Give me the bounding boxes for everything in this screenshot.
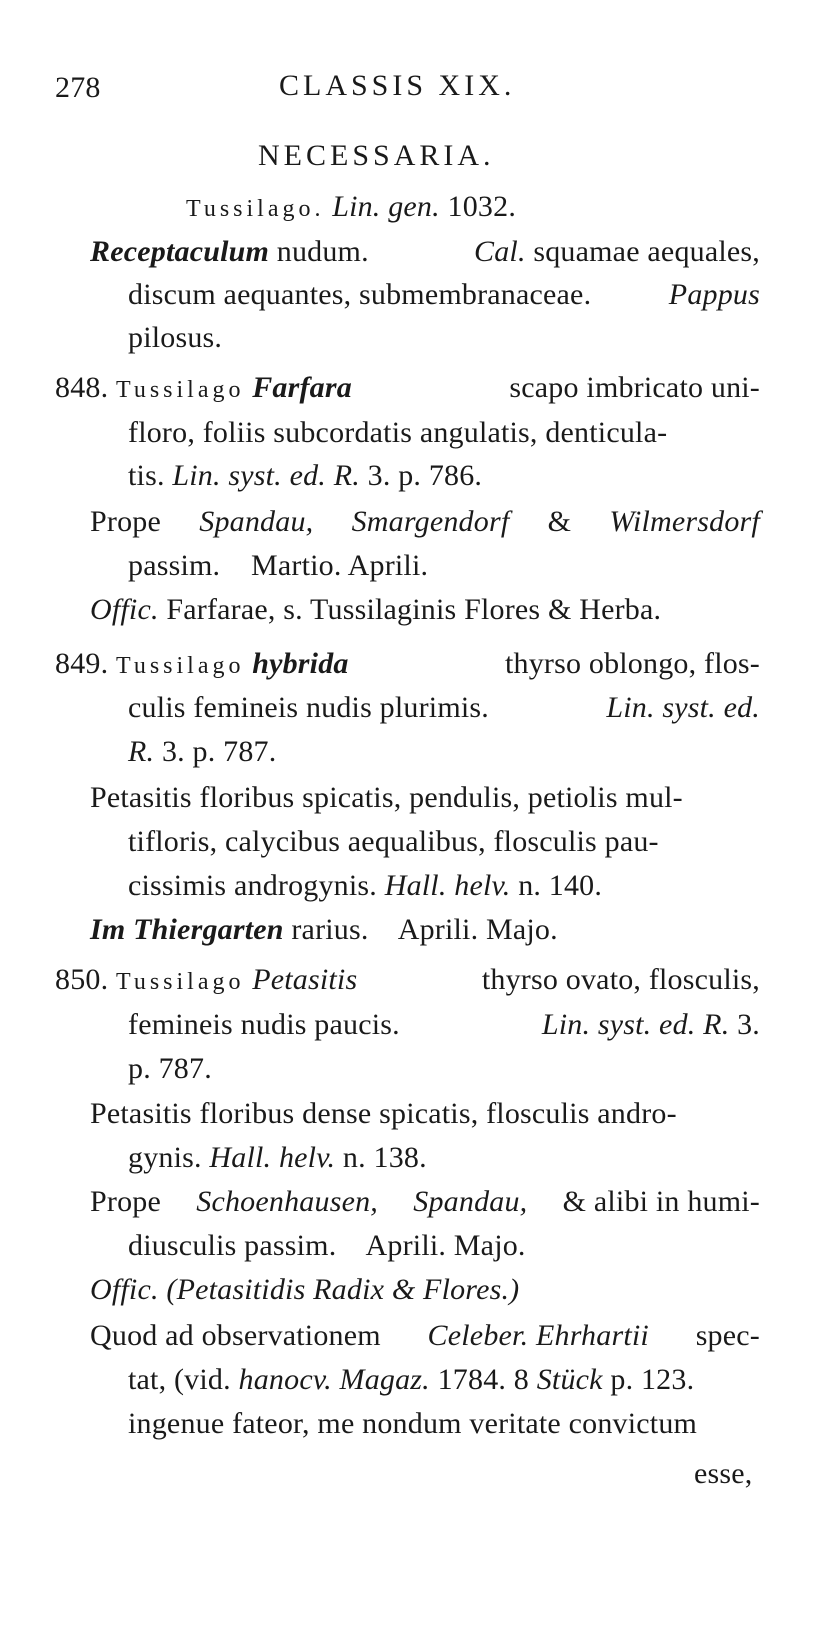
species-epithet: hybrida — [252, 647, 349, 680]
species-epithet: Petasitis — [252, 963, 358, 996]
text: tat, (vid. — [128, 1363, 231, 1396]
text: thyrso oblongo, flos- — [504, 647, 760, 680]
species-epithet: Farfara — [252, 371, 352, 404]
species-848-locality-2: passim. Martio. Aprili. — [128, 549, 429, 582]
text: Prope — [90, 505, 161, 538]
place-name: Smargendorf — [351, 505, 510, 538]
species-849-line-2 — [128, 688, 760, 728]
running-title: CLASSIS XIX. — [279, 69, 516, 102]
text: Quod ad observationem — [90, 1319, 381, 1352]
species-number: 848. — [55, 371, 109, 404]
genus-name: Tussilago. — [186, 196, 325, 222]
species-849-para-1 — [90, 778, 760, 818]
reference: Hall. helv. — [209, 1141, 336, 1174]
reference: Hall. helv. — [384, 869, 511, 902]
species-number: 850. — [55, 963, 109, 996]
place-name: Schoenhausen, — [196, 1185, 378, 1218]
text: 1784. 8 — [437, 1363, 529, 1396]
receptaculum: Receptaculum — [90, 235, 270, 268]
section-title: NECESSARIA. — [258, 139, 495, 172]
page-number: 278 — [55, 71, 101, 104]
species-number: 849. — [55, 647, 109, 680]
text: nudum. — [276, 235, 369, 268]
text: 3. p. 786. — [367, 459, 483, 492]
species-850-line-3: p. 787. — [128, 1052, 212, 1085]
reference: R. — [128, 735, 155, 768]
species-850-quote-3 — [128, 1404, 760, 1444]
text: spec- — [695, 1319, 760, 1352]
species-850-para-2 — [128, 1138, 427, 1178]
text: tifloris, calycibus aequalibus, flosculis pau- — [128, 825, 659, 858]
text: Farfarae, s. Tussilaginis Flores & Herba. — [166, 593, 662, 626]
species-848-locality — [90, 502, 760, 542]
species-850-quote-1 — [90, 1316, 760, 1356]
text: & — [547, 505, 572, 538]
species-848-offic — [90, 590, 661, 630]
species-genus: Tussilago — [116, 653, 245, 679]
reference: Lin. syst. ed. R. — [541, 1008, 730, 1041]
text: floro, foliis subcordatis angulatis, denticula- — [128, 416, 668, 449]
text: Prope — [90, 1185, 161, 1218]
species-849-locality — [90, 910, 558, 950]
species-850-quote-2 — [128, 1360, 694, 1400]
reference: hanocv. Magaz. — [238, 1363, 430, 1396]
offic-label: Offic. — [90, 593, 159, 626]
species-849-line-3 — [128, 732, 276, 772]
text: p. 123. — [610, 1363, 695, 1396]
place-name: Spandau, — [199, 505, 314, 538]
text: 3. — [737, 1008, 760, 1041]
species-849-para-2 — [128, 822, 760, 862]
text: Petasitis floribus dense spicatis, flosculis andro- — [90, 1097, 677, 1130]
species-848-line-3 — [128, 456, 482, 496]
pappus-label: Pappus — [668, 278, 760, 311]
text: Petasitis floribus spicatis, pendulis, petiolis mul- — [90, 781, 683, 814]
text: & alibi in humi- — [562, 1185, 760, 1218]
species-848-line-2 — [128, 413, 760, 453]
text: ingenue fateor, me nondum veritate convictum — [128, 1407, 698, 1440]
species-849-para-3 — [128, 866, 602, 906]
genus-desc-line-3: pilosus. — [128, 321, 223, 354]
text: culis femineis nudis plurimis. — [128, 691, 489, 724]
species-genus: Tussilago — [116, 377, 245, 403]
genus-ref: Lin. gen. — [332, 190, 440, 223]
genus-desc-line-2 — [128, 275, 760, 315]
reference: Stück — [536, 1363, 603, 1396]
text: cissimis androgynis. — [128, 869, 377, 902]
reference: Lin. syst. ed. — [606, 691, 760, 724]
species-850-para-1 — [90, 1094, 760, 1134]
species-849-line-1 — [55, 644, 760, 686]
species-850-offic: Offic. (Petasitidis Radix & Flores.) — [90, 1273, 520, 1306]
text: rarius. Aprili. Majo. — [291, 913, 558, 946]
author-name: Celeber. Ehrhartii — [427, 1319, 649, 1352]
text: femineis nudis paucis. — [128, 1008, 400, 1041]
text: 3. p. 787. — [161, 735, 277, 768]
place-name: Wilmersdorf — [609, 505, 760, 538]
species-848-line-1 — [55, 368, 760, 410]
genus-desc-line-1 — [90, 232, 760, 272]
species-850-line-1 — [55, 960, 760, 1002]
text: gynis. — [128, 1141, 202, 1174]
species-850-locality — [90, 1182, 760, 1222]
genus-ref-num: 1032. — [447, 190, 517, 223]
text: squamae aequales, — [533, 235, 760, 268]
text: scapo imbricato uni- — [509, 371, 760, 404]
text: thyrso ovato, flosculis, — [481, 963, 760, 996]
place-name: Im Thiergarten — [90, 913, 284, 946]
place-name: Spandau, — [413, 1185, 528, 1218]
species-genus: Tussilago — [116, 969, 245, 995]
text: n. 138. — [342, 1141, 427, 1174]
species-850-locality-2: diusculis passim. Aprili. Majo. — [128, 1229, 526, 1262]
cal-label: Cal. — [474, 235, 526, 268]
text: tis. — [128, 459, 165, 492]
species-850-line-2 — [128, 1005, 760, 1045]
genus-heading — [186, 187, 516, 229]
text: discum aequantes, submembranaceae. — [128, 278, 592, 311]
text: n. 140. — [518, 869, 603, 902]
catchword: esse, — [694, 1457, 753, 1490]
reference: Lin. syst. ed. R. — [172, 459, 360, 492]
